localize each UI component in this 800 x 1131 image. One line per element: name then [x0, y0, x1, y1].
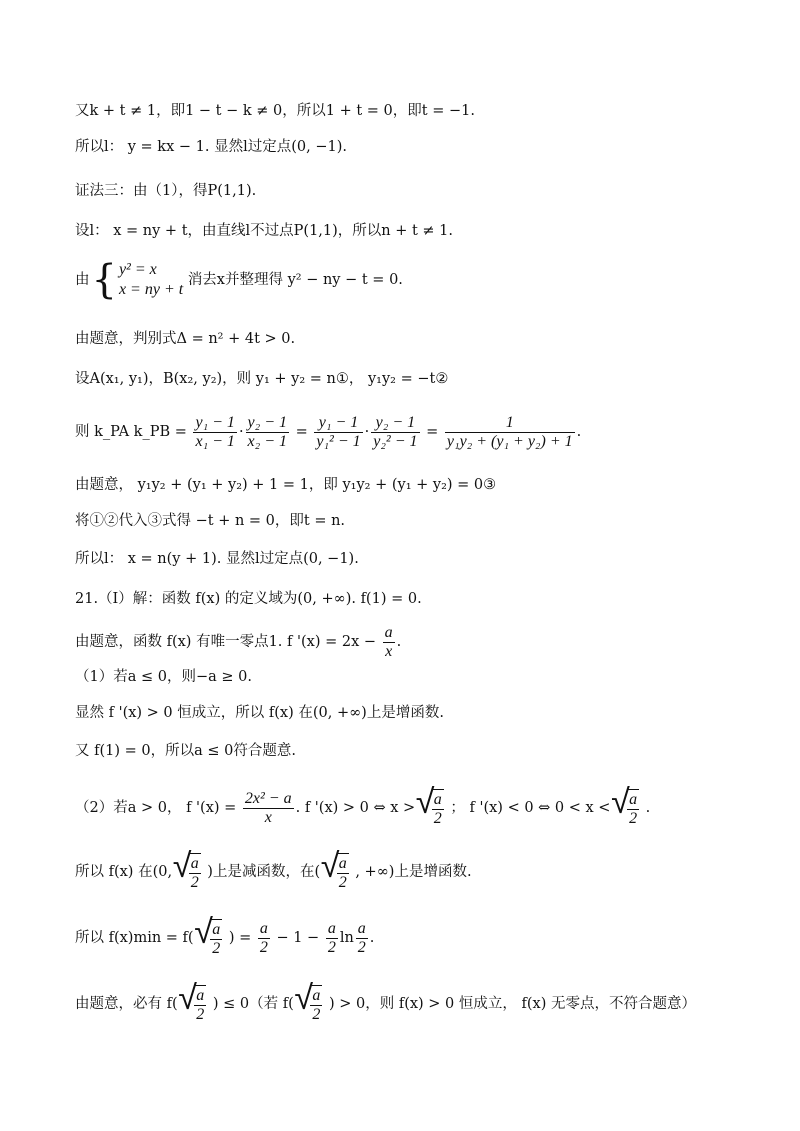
fraction-1: $\frac{\text{y₁ − 1}}{\text{x₁ − 1}}$ — [195, 413, 235, 450]
text-line-slope-product: 则 k_PA k_PB = $\frac{\text{y₁ − 1}}{\text{x₁ − 1}}$ · $\frac{\text{y₂ − 1}}{\text{x₂ − 1}}$ = $\frac{\text{y₁ − 1}}{\text{y₁² − 1}}$ · $\frac{\text{y₂ − 1}}{\text{y₂² − 1}}$ = $\frac{1}{\text{y₁y₂ + (y₁ + y₂) + 1}}$ . — [75, 413, 582, 450]
text-line-satisfies: 又 f(1) = 0，所以a ≤ 0符合题意. — [75, 743, 296, 759]
equation-system: y² = x x = ny + t — [118, 261, 184, 298]
text-line-q21: 21.（Ⅰ）解：函数 f(x) 的定义域为(0, +∞). f(1) = 0. — [75, 591, 422, 607]
sqrt-a-over-2: √ $\frac{a}{2}$ — [298, 982, 324, 1026]
sqrt-a-over-2: √ $\frac{a}{2}$ — [182, 982, 208, 1026]
text-line-substitute: 将①②代入③式得 −t + n = 0，即t = n. — [75, 513, 346, 529]
text-line-1: 又k + t ≠ 1，即1 − t − k ≠ 0，所以1 + t = 0，即t = −1. — [75, 103, 475, 119]
fraction-a-over-2: $\frac{a}{2}$ — [327, 919, 336, 956]
text-line-fixed-point: 所以l： x = n(y + 1). 显然l过定点(0, −1). — [75, 551, 359, 567]
sqrt-a-over-2: √ $\frac{a}{2}$ — [420, 786, 446, 830]
text-line-set-AB: 设A(x₁, y₁)，B(x₂, y₂)，则 y₁ + y₂ = n①， y₁y₂ = −t② — [75, 371, 449, 387]
sqrt-a-over-2: √ $\frac{a}{2}$ — [198, 916, 224, 960]
sqrt-a-over-2: √ $\frac{a}{2}$ — [177, 850, 203, 894]
text-line-case2: （2）若a > 0， f '(x) = $\frac{\text{2x² − a}}{x}$ . f '(x) > 0 ⇔ x > √ $\frac{a}{2}$ ； f '(x) < 0 ⇔ 0 < x < √ $\frac{a}{2}$ . — [75, 786, 760, 830]
fraction-3: $\frac{\text{y₁ − 1}}{\text{y₁² − 1}}$ — [316, 413, 361, 450]
sqrt-a-over-2: √ $\frac{a}{2}$ — [615, 786, 641, 830]
text-line-minimum: 所以 f(x)min = f( √ $\frac{a}{2}$ ) = $\frac{a}{2}$ − 1 − $\frac{a}{2}$ ln $\frac{a}{2}$ . — [75, 916, 760, 960]
sqrt-a-over-2: √ $\frac{a}{2}$ — [325, 850, 351, 894]
text-line-case1: （1）若a ≤ 0，则−a ≥ 0. — [75, 669, 252, 685]
text-line-derivative: 由题意，函数 f(x) 有唯一零点1. f '(x) = 2x − $\frac{a}{x}$ . — [75, 623, 402, 660]
fraction-a-over-x: $\frac{a}{x}$ — [384, 623, 393, 660]
text-line-proof3: 证法三：由（1），得P(1,1). — [75, 183, 257, 199]
left-brace: { — [91, 257, 117, 303]
text-line-set-l: 设l： x = ny + t，由直线l不过点P(1,1)，所以n + t ≠ 1. — [75, 223, 454, 239]
text-line-2: 所以l： y = kx − 1. 显然l过定点(0, −1). — [75, 139, 347, 155]
fraction-2: $\frac{\text{y₂ − 1}}{\text{x₂ − 1}}$ — [247, 413, 288, 450]
text-line-discriminant: 由题意，判别式Δ = n² + 4t > 0. — [75, 331, 296, 347]
text-line-conclusion: 由题意，必有 f( √ $\frac{a}{2}$ ) ≤ 0（若 f( √ $\frac{a}{2}$ ) > 0，则 f(x) > 0 恒成立， f(x) 无零点，不符合题意） — [75, 982, 760, 1026]
text-line-system: 由{ y² = x x = ny + t 消去x并整理得 y² − ny − t = 0. — [75, 257, 403, 303]
text-line-condition: 由题意， y₁y₂ + (y₁ + y₂) + 1 = 1，即 y₁y₂ + (y₁ + y₂) = 0③ — [75, 477, 497, 493]
fraction-a-over-2: $\frac{a}{2}$ — [357, 919, 366, 956]
fraction-5: $\frac{1}{\text{y₁y₂ + (y₁ + y₂) + 1}}$ — [446, 413, 573, 450]
text-line-increasing: 显然 f '(x) > 0 恒成立，所以 f(x) 在(0, +∞)上是增函数. — [75, 705, 444, 721]
fraction-4: $\frac{\text{y₂ − 1}}{\text{y₂² − 1}}$ — [373, 413, 418, 450]
text-line-monotonic: 所以 f(x) 在(0, √ $\frac{a}{2}$ )上是减函数，在( √ $\frac{a}{2}$ , +∞)上是增函数. — [75, 850, 760, 894]
fraction-derivative: $\frac{\text{2x² − a}}{x}$ — [244, 789, 292, 826]
fraction-a-over-2: $\frac{a}{2}$ — [259, 919, 268, 956]
